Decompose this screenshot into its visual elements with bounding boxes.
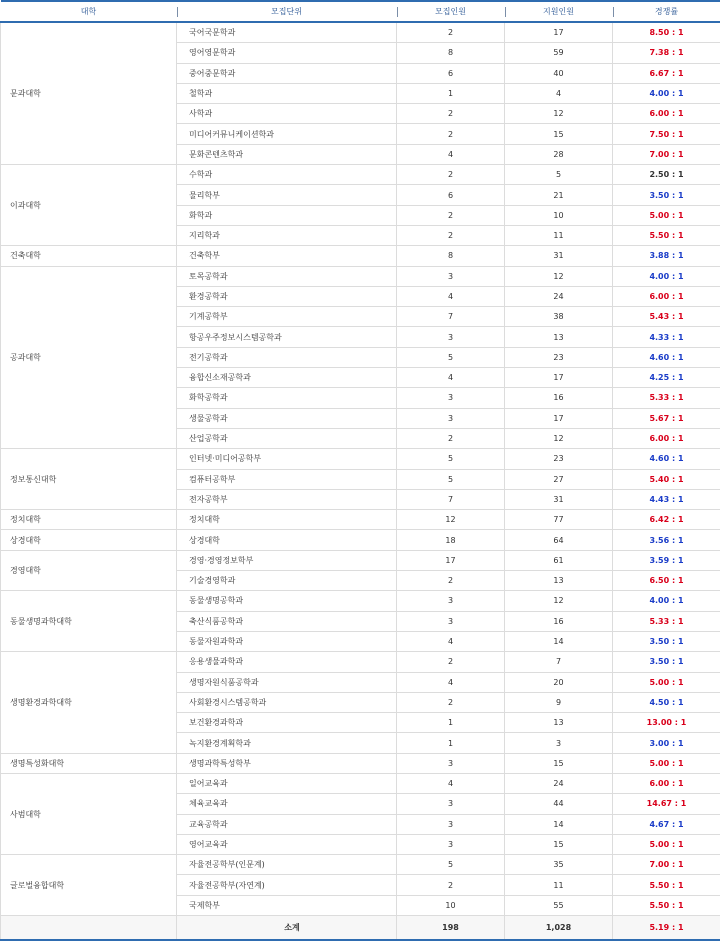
ratio-value: 5.00 : 1 xyxy=(613,834,720,854)
table-row xyxy=(1,591,720,611)
dept-name: 영어영문학과 xyxy=(177,43,397,63)
dept-name: 중어중문학과 xyxy=(177,63,397,83)
dept-name: 사학과 xyxy=(177,104,397,124)
applicants-value: 24 xyxy=(505,773,613,793)
ratio-value: 5.33 : 1 xyxy=(613,388,720,408)
ratio-value: 6.50 : 1 xyxy=(613,571,720,591)
ratio-value: 3.50 : 1 xyxy=(613,185,720,205)
applicants-value: 38 xyxy=(505,307,613,327)
quota-value: 2 xyxy=(397,165,505,185)
table-row xyxy=(1,22,720,43)
dept-name: 인터넷·미디어공학부 xyxy=(177,449,397,469)
quota-value: 4 xyxy=(397,286,505,306)
quota-value: 1 xyxy=(397,83,505,103)
ratio-value: 4.67 : 1 xyxy=(613,814,720,834)
college-name: 생명특성화대학 xyxy=(1,753,177,773)
ratio-value: 5.00 : 1 xyxy=(613,753,720,773)
table-row xyxy=(1,165,720,185)
quota-value: 3 xyxy=(397,794,505,814)
applicants-value: 77 xyxy=(505,510,613,530)
quota-value: 2 xyxy=(397,652,505,672)
ratio-value: 5.67 : 1 xyxy=(613,408,720,428)
applicants-value: 55 xyxy=(505,895,613,915)
table-header-row xyxy=(1,1,720,22)
dept-name: 토목공학과 xyxy=(177,266,397,286)
table-row xyxy=(1,652,720,672)
table-body xyxy=(1,22,720,916)
ratio-value: 5.00 : 1 xyxy=(613,672,720,692)
quota-value: 5 xyxy=(397,449,505,469)
quota-value: 3 xyxy=(397,814,505,834)
quota-value: 3 xyxy=(397,408,505,428)
college-name: 생명환경과학대학 xyxy=(1,652,177,753)
college-name: 건축대학 xyxy=(1,246,177,266)
applicants-value: 24 xyxy=(505,286,613,306)
quota-value: 2 xyxy=(397,225,505,245)
ratio-value: 6.00 : 1 xyxy=(613,104,720,124)
ratio-value: 4.50 : 1 xyxy=(613,692,720,712)
dept-name: 보건환경과학과 xyxy=(177,713,397,733)
applicants-value: 14 xyxy=(505,631,613,651)
ratio-value: 7.50 : 1 xyxy=(613,124,720,144)
quota-value: 3 xyxy=(397,266,505,286)
ratio-value: 5.50 : 1 xyxy=(613,875,720,895)
applicants-value: 13 xyxy=(505,713,613,733)
ratio-value: 13.00 : 1 xyxy=(613,713,720,733)
applicants-value: 40 xyxy=(505,63,613,83)
quota-value: 4 xyxy=(397,144,505,164)
applicants-value: 12 xyxy=(505,266,613,286)
ratio-value: 3.50 : 1 xyxy=(613,631,720,651)
ratio-value: 3.50 : 1 xyxy=(613,652,720,672)
dept-name: 산업공학과 xyxy=(177,428,397,448)
applicants-value: 9 xyxy=(505,692,613,712)
dept-name: 생명과학특성학부 xyxy=(177,753,397,773)
applicants-value: 16 xyxy=(505,611,613,631)
ratio-value: 6.00 : 1 xyxy=(613,428,720,448)
dept-name: 융합신소재공학과 xyxy=(177,368,397,388)
dept-name: 수학과 xyxy=(177,165,397,185)
college-name: 동물생명과학대학 xyxy=(1,591,177,652)
dept-name: 환경공학과 xyxy=(177,286,397,306)
applicants-value: 13 xyxy=(505,327,613,347)
ratio-value: 5.50 : 1 xyxy=(613,225,720,245)
dept-name: 전기공학과 xyxy=(177,347,397,367)
quota-value: 4 xyxy=(397,368,505,388)
quota-value: 7 xyxy=(397,489,505,509)
applicants-value: 23 xyxy=(505,449,613,469)
quota-value: 3 xyxy=(397,834,505,854)
dept-name: 생물공학과 xyxy=(177,408,397,428)
quota-value: 1 xyxy=(397,713,505,733)
ratio-value: 6.42 : 1 xyxy=(613,510,720,530)
ratio-value: 4.00 : 1 xyxy=(613,83,720,103)
quota-value: 8 xyxy=(397,43,505,63)
ratio-value: 5.43 : 1 xyxy=(613,307,720,327)
quota-value: 5 xyxy=(397,347,505,367)
applicants-value: 10 xyxy=(505,205,613,225)
applicants-value: 15 xyxy=(505,124,613,144)
header-dept-label: 모집단위 xyxy=(271,7,302,16)
applicants-value: 12 xyxy=(505,428,613,448)
header-separator xyxy=(505,7,506,17)
applicants-value: 44 xyxy=(505,794,613,814)
applicants-value: 13 xyxy=(505,571,613,591)
dept-name: 축산식품공학과 xyxy=(177,611,397,631)
college-name: 공과대학 xyxy=(1,266,177,449)
header-quota-label: 모집인원 xyxy=(435,7,466,16)
dept-name: 국제학부 xyxy=(177,895,397,915)
college-name: 사범대학 xyxy=(1,773,177,854)
applicants-value: 20 xyxy=(505,672,613,692)
dept-name: 동물생명공학과 xyxy=(177,591,397,611)
applicants-value: 15 xyxy=(505,834,613,854)
quota-value: 3 xyxy=(397,611,505,631)
dept-name: 교육공학과 xyxy=(177,814,397,834)
ratio-value: 3.56 : 1 xyxy=(613,530,720,550)
dept-name: 일어교육과 xyxy=(177,773,397,793)
quota-value: 3 xyxy=(397,753,505,773)
ratio-value: 6.00 : 1 xyxy=(613,773,720,793)
dept-name: 지리학과 xyxy=(177,225,397,245)
table-row xyxy=(1,246,720,266)
ratio-value: 8.50 : 1 xyxy=(613,22,720,43)
quota-value: 12 xyxy=(397,510,505,530)
quota-value: 3 xyxy=(397,327,505,347)
dept-name: 전자공학부 xyxy=(177,489,397,509)
applicants-value: 17 xyxy=(505,408,613,428)
total-college-cell xyxy=(1,916,177,941)
college-name: 정치대학 xyxy=(1,510,177,530)
ratio-value: 3.88 : 1 xyxy=(613,246,720,266)
ratio-value: 7.00 : 1 xyxy=(613,855,720,875)
ratio-value: 2.50 : 1 xyxy=(613,165,720,185)
applicants-value: 59 xyxy=(505,43,613,63)
ratio-value: 5.40 : 1 xyxy=(613,469,720,489)
dept-name: 상경대학 xyxy=(177,530,397,550)
ratio-value: 4.25 : 1 xyxy=(613,368,720,388)
quota-value: 10 xyxy=(397,895,505,915)
applicants-value: 21 xyxy=(505,185,613,205)
quota-value: 5 xyxy=(397,469,505,489)
dept-name: 문화콘텐츠학과 xyxy=(177,144,397,164)
ratio-value: 5.50 : 1 xyxy=(613,895,720,915)
header-ratio xyxy=(613,1,720,22)
header-quota xyxy=(397,1,505,22)
dept-name: 영어교육과 xyxy=(177,834,397,854)
dept-name: 응용생물과학과 xyxy=(177,652,397,672)
college-name: 이과대학 xyxy=(1,165,177,246)
ratio-value: 6.67 : 1 xyxy=(613,63,720,83)
ratio-value: 5.00 : 1 xyxy=(613,205,720,225)
table-row xyxy=(1,266,720,286)
applicants-value: 17 xyxy=(505,368,613,388)
dept-name: 자율전공학부(자연계) xyxy=(177,875,397,895)
applicants-value: 7 xyxy=(505,652,613,672)
dept-name: 화학과 xyxy=(177,205,397,225)
applicants-value: 61 xyxy=(505,550,613,570)
ratio-value: 7.00 : 1 xyxy=(613,144,720,164)
ratio-value: 5.33 : 1 xyxy=(613,611,720,631)
quota-value: 6 xyxy=(397,185,505,205)
header-college: 대학 xyxy=(1,1,177,22)
ratio-value: 14.67 : 1 xyxy=(613,794,720,814)
quota-value: 7 xyxy=(397,307,505,327)
applicants-value: 27 xyxy=(505,469,613,489)
applicants-value: 17 xyxy=(505,22,613,43)
college-name: 문과대학 xyxy=(1,22,177,165)
quota-value: 2 xyxy=(397,22,505,43)
total-label: 소계 xyxy=(177,916,397,941)
ratio-value: 4.60 : 1 xyxy=(613,347,720,367)
quota-value: 2 xyxy=(397,124,505,144)
dept-name: 녹지환경계획학과 xyxy=(177,733,397,753)
header-dept xyxy=(177,1,397,22)
dept-name: 항공우주정보시스템공학과 xyxy=(177,327,397,347)
dept-name: 사회환경시스템공학과 xyxy=(177,692,397,712)
applicants-value: 12 xyxy=(505,104,613,124)
applicants-value: 14 xyxy=(505,814,613,834)
quota-value: 2 xyxy=(397,875,505,895)
quota-value: 6 xyxy=(397,63,505,83)
applicants-value: 64 xyxy=(505,530,613,550)
quota-value: 18 xyxy=(397,530,505,550)
applicants-value: 23 xyxy=(505,347,613,367)
table-row xyxy=(1,449,720,469)
table-row xyxy=(1,753,720,773)
table-row xyxy=(1,773,720,793)
header-separator xyxy=(397,7,398,17)
dept-name: 화학공학과 xyxy=(177,388,397,408)
applicants-value: 16 xyxy=(505,388,613,408)
dept-name: 자율전공학부(인문계) xyxy=(177,855,397,875)
header-ratio-label: 경쟁률 xyxy=(655,7,678,16)
dept-name: 철학과 xyxy=(177,83,397,103)
dept-name: 체육교육과 xyxy=(177,794,397,814)
total-row xyxy=(1,916,720,941)
dept-name: 정치대학 xyxy=(177,510,397,530)
quota-value: 2 xyxy=(397,571,505,591)
dept-name: 생명자원식품공학과 xyxy=(177,672,397,692)
table-row xyxy=(1,530,720,550)
quota-value: 2 xyxy=(397,428,505,448)
applicants-value: 28 xyxy=(505,144,613,164)
ratio-value: 3.00 : 1 xyxy=(613,733,720,753)
ratio-value: 4.33 : 1 xyxy=(613,327,720,347)
quota-value: 17 xyxy=(397,550,505,570)
header-separator xyxy=(613,7,614,17)
quota-value: 8 xyxy=(397,246,505,266)
applicants-value: 11 xyxy=(505,225,613,245)
ratio-value: 3.59 : 1 xyxy=(613,550,720,570)
applicants-value: 15 xyxy=(505,753,613,773)
dept-name: 미디어커뮤니케이션학과 xyxy=(177,124,397,144)
total-ratio: 5.19 : 1 xyxy=(613,916,720,941)
quota-value: 3 xyxy=(397,388,505,408)
quota-value: 1 xyxy=(397,733,505,753)
table-row xyxy=(1,510,720,530)
ratio-value: 6.00 : 1 xyxy=(613,286,720,306)
quota-value: 3 xyxy=(397,591,505,611)
dept-name: 건축학부 xyxy=(177,246,397,266)
quota-value: 4 xyxy=(397,631,505,651)
ratio-value: 4.43 : 1 xyxy=(613,489,720,509)
dept-name: 컴퓨터공학부 xyxy=(177,469,397,489)
applicants-value: 4 xyxy=(505,83,613,103)
header-applicants xyxy=(505,1,613,22)
dept-name: 기술경영학과 xyxy=(177,571,397,591)
ratio-value: 4.00 : 1 xyxy=(613,591,720,611)
college-name: 상경대학 xyxy=(1,530,177,550)
quota-value: 2 xyxy=(397,692,505,712)
header-applicants-label: 지원인원 xyxy=(543,7,574,16)
applicants-value: 12 xyxy=(505,591,613,611)
header-separator xyxy=(177,7,178,17)
applicants-value: 3 xyxy=(505,733,613,753)
ratio-value: 4.60 : 1 xyxy=(613,449,720,469)
applicants-value: 31 xyxy=(505,489,613,509)
quota-value: 2 xyxy=(397,205,505,225)
quota-value: 4 xyxy=(397,773,505,793)
applicants-value: 35 xyxy=(505,855,613,875)
dept-name: 동물자원과학과 xyxy=(177,631,397,651)
quota-value: 4 xyxy=(397,672,505,692)
ratio-value: 4.00 : 1 xyxy=(613,266,720,286)
applicants-value: 11 xyxy=(505,875,613,895)
ratio-value: 7.38 : 1 xyxy=(613,43,720,63)
table-row xyxy=(1,855,720,875)
applicants-value: 5 xyxy=(505,165,613,185)
applicants-value: 31 xyxy=(505,246,613,266)
college-name: 경영대학 xyxy=(1,550,177,591)
dept-name: 경영·경영정보학부 xyxy=(177,550,397,570)
college-name: 정보통신대학 xyxy=(1,449,177,510)
dept-name: 기계공학부 xyxy=(177,307,397,327)
total-quota: 198 xyxy=(397,916,505,941)
dept-name: 물리학부 xyxy=(177,185,397,205)
quota-value: 2 xyxy=(397,104,505,124)
quota-value: 5 xyxy=(397,855,505,875)
college-name: 글로벌융합대학 xyxy=(1,855,177,916)
total-applicants: 1,028 xyxy=(505,916,613,941)
dept-name: 국어국문학과 xyxy=(177,22,397,43)
table-row xyxy=(1,550,720,570)
